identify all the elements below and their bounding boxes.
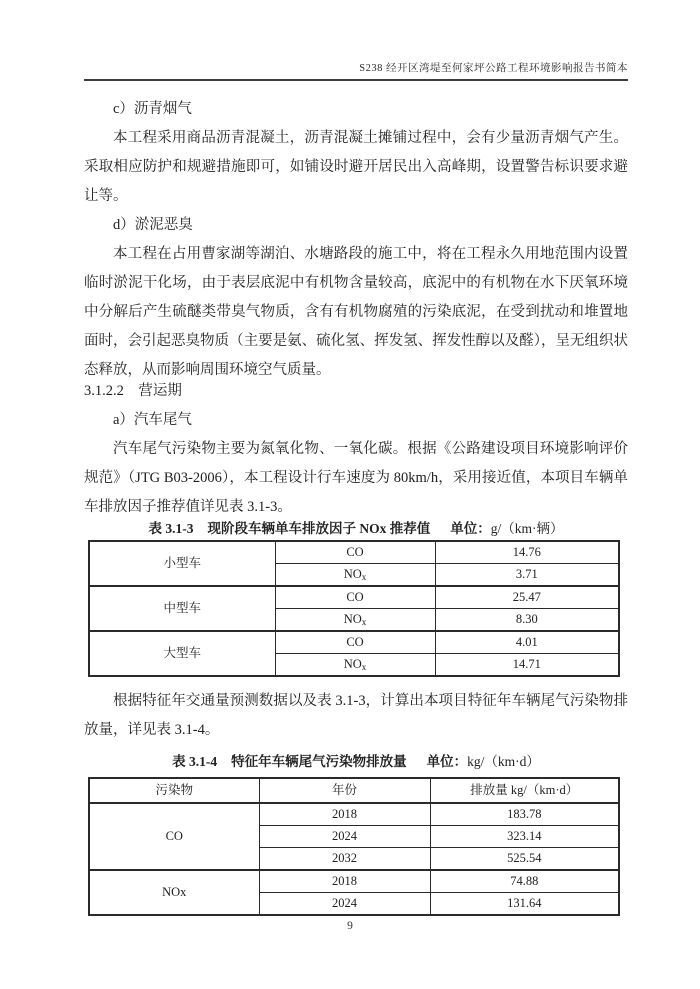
item-d-label: d）淤泥恶臭 xyxy=(113,217,193,233)
table-row xyxy=(89,541,619,564)
paragraph-asphalt-fume: 本工程采用商品沥青混凝土，沥青混凝土摊铺过程中，会有少量沥青烟气产生。采取相应防护和规避措施即可，如铺设时避开居民出入高峰期，设置警告标识要求避让等。 xyxy=(84,130,628,204)
year-cell: 2018 xyxy=(259,803,430,826)
caption-label: 表 3.1-3 xyxy=(148,521,194,536)
vehicle-type-cell: 大型车 xyxy=(89,631,275,676)
page-number: 9 xyxy=(347,920,353,932)
value-cell: 3.71 xyxy=(435,564,619,587)
paragraph-emission-calc: 根据特征年交通量预测数据以及表 3.1-3，计算出本项目特征年车辆尾气污染物排放量，详见表 3.1-4。 xyxy=(84,693,628,738)
table-3-1-3-caption xyxy=(84,518,628,540)
item-c-label: c）沥青烟气 xyxy=(113,101,192,117)
amount-cell: 74.88 xyxy=(430,870,619,893)
pollutant-cell: $NO_x$ xyxy=(275,564,435,587)
caption-label: 表 3.1-4 xyxy=(172,754,218,769)
value-cell: 14.76 xyxy=(435,541,619,564)
year-cell: 2032 xyxy=(259,848,430,871)
caption-title: 现阶段车辆单车排放因子 NOx 推荐值 xyxy=(207,521,431,536)
header-cell-year: 年份 xyxy=(259,778,430,803)
emission-amount-table xyxy=(88,777,620,916)
pollutant-cell: CO xyxy=(275,541,435,564)
table-row xyxy=(89,586,619,609)
year-cell: 2018 xyxy=(259,870,430,893)
page-header xyxy=(84,0,628,81)
paragraph-vehicle-exhaust: 汽车尾气污染物主要为氮氧化物、一氧化碳。根据《公路建设项目环境影响评价规范》（JTG B03-2006），本工程设计行车速度为 80km/h，采用接近值，本项目车辆单车排放因子推荐值详见表 3.1-3。 xyxy=(84,441,628,515)
header-title: S238 经开区湾堤至何家坪公路工程环境影响报告书简本 xyxy=(359,63,628,74)
caption-unit-value: kg/（km·d） xyxy=(467,754,540,769)
table-row xyxy=(89,803,619,826)
table-3-1-4-caption xyxy=(84,751,628,773)
pollutant-cell: $NO_x$ xyxy=(275,609,435,632)
pollutant-group-cell: CO xyxy=(89,803,259,870)
item-a-label: a）汽车尾气 xyxy=(113,412,192,428)
amount-cell: 131.64 xyxy=(430,893,619,916)
caption-unit-label: 单位： xyxy=(450,521,491,536)
emission-factor-table xyxy=(88,540,620,677)
table-header-row xyxy=(89,778,619,803)
year-cell: 2024 xyxy=(259,893,430,916)
vehicle-type-cell: 中型车 xyxy=(89,586,275,631)
pollutant-cell: $NO_x$ xyxy=(275,654,435,677)
pollutant-cell: CO xyxy=(275,586,435,609)
header-cell-amount: 排放量 kg/（km·d） xyxy=(430,778,619,803)
pollutant-group-cell: NOx xyxy=(89,870,259,915)
value-cell: 8.30 xyxy=(435,609,619,632)
section-heading-operation-period: 3.1.2.2 营运期 xyxy=(84,383,182,399)
caption-unit-label: 单位： xyxy=(426,754,468,769)
pollutant-cell: CO xyxy=(275,631,435,654)
value-cell: 25.47 xyxy=(435,586,619,609)
amount-cell: 183.78 xyxy=(430,803,619,826)
table-row xyxy=(89,631,619,654)
paragraph-sludge-odor: 本工程在占用曹家湖等湖泊、水塘路段的施工中，将在工程永久用地范围内设置临时淤泥干化场，由于表层底泥中有机物含量较高，底泥中的有机物在水下厌氧环境中分解后产生硫醚类带臭气物质，含有有机物腐殖的污染底泥，在受到扰动和堆置地面时，会引起恶臭物质（主要是氨、硫化氢、挥发氢、挥发性醇以及醛），呈无组织状态释放，从而影响周围环境空气质量。 xyxy=(84,246,628,378)
amount-cell: 525.54 xyxy=(430,848,619,871)
amount-cell: 323.14 xyxy=(430,826,619,848)
caption-title: 特征年车辆尾气污染物排放量 xyxy=(231,754,407,769)
value-cell: 14.71 xyxy=(435,654,619,677)
value-cell: 4.01 xyxy=(435,631,619,654)
table-row xyxy=(89,870,619,893)
year-cell: 2024 xyxy=(259,826,430,848)
header-cell-pollutant: 污染物 xyxy=(89,778,259,803)
caption-unit-value: g/（km·辆） xyxy=(490,521,564,536)
page-content xyxy=(84,95,628,916)
vehicle-type-cell: 小型车 xyxy=(89,541,275,586)
